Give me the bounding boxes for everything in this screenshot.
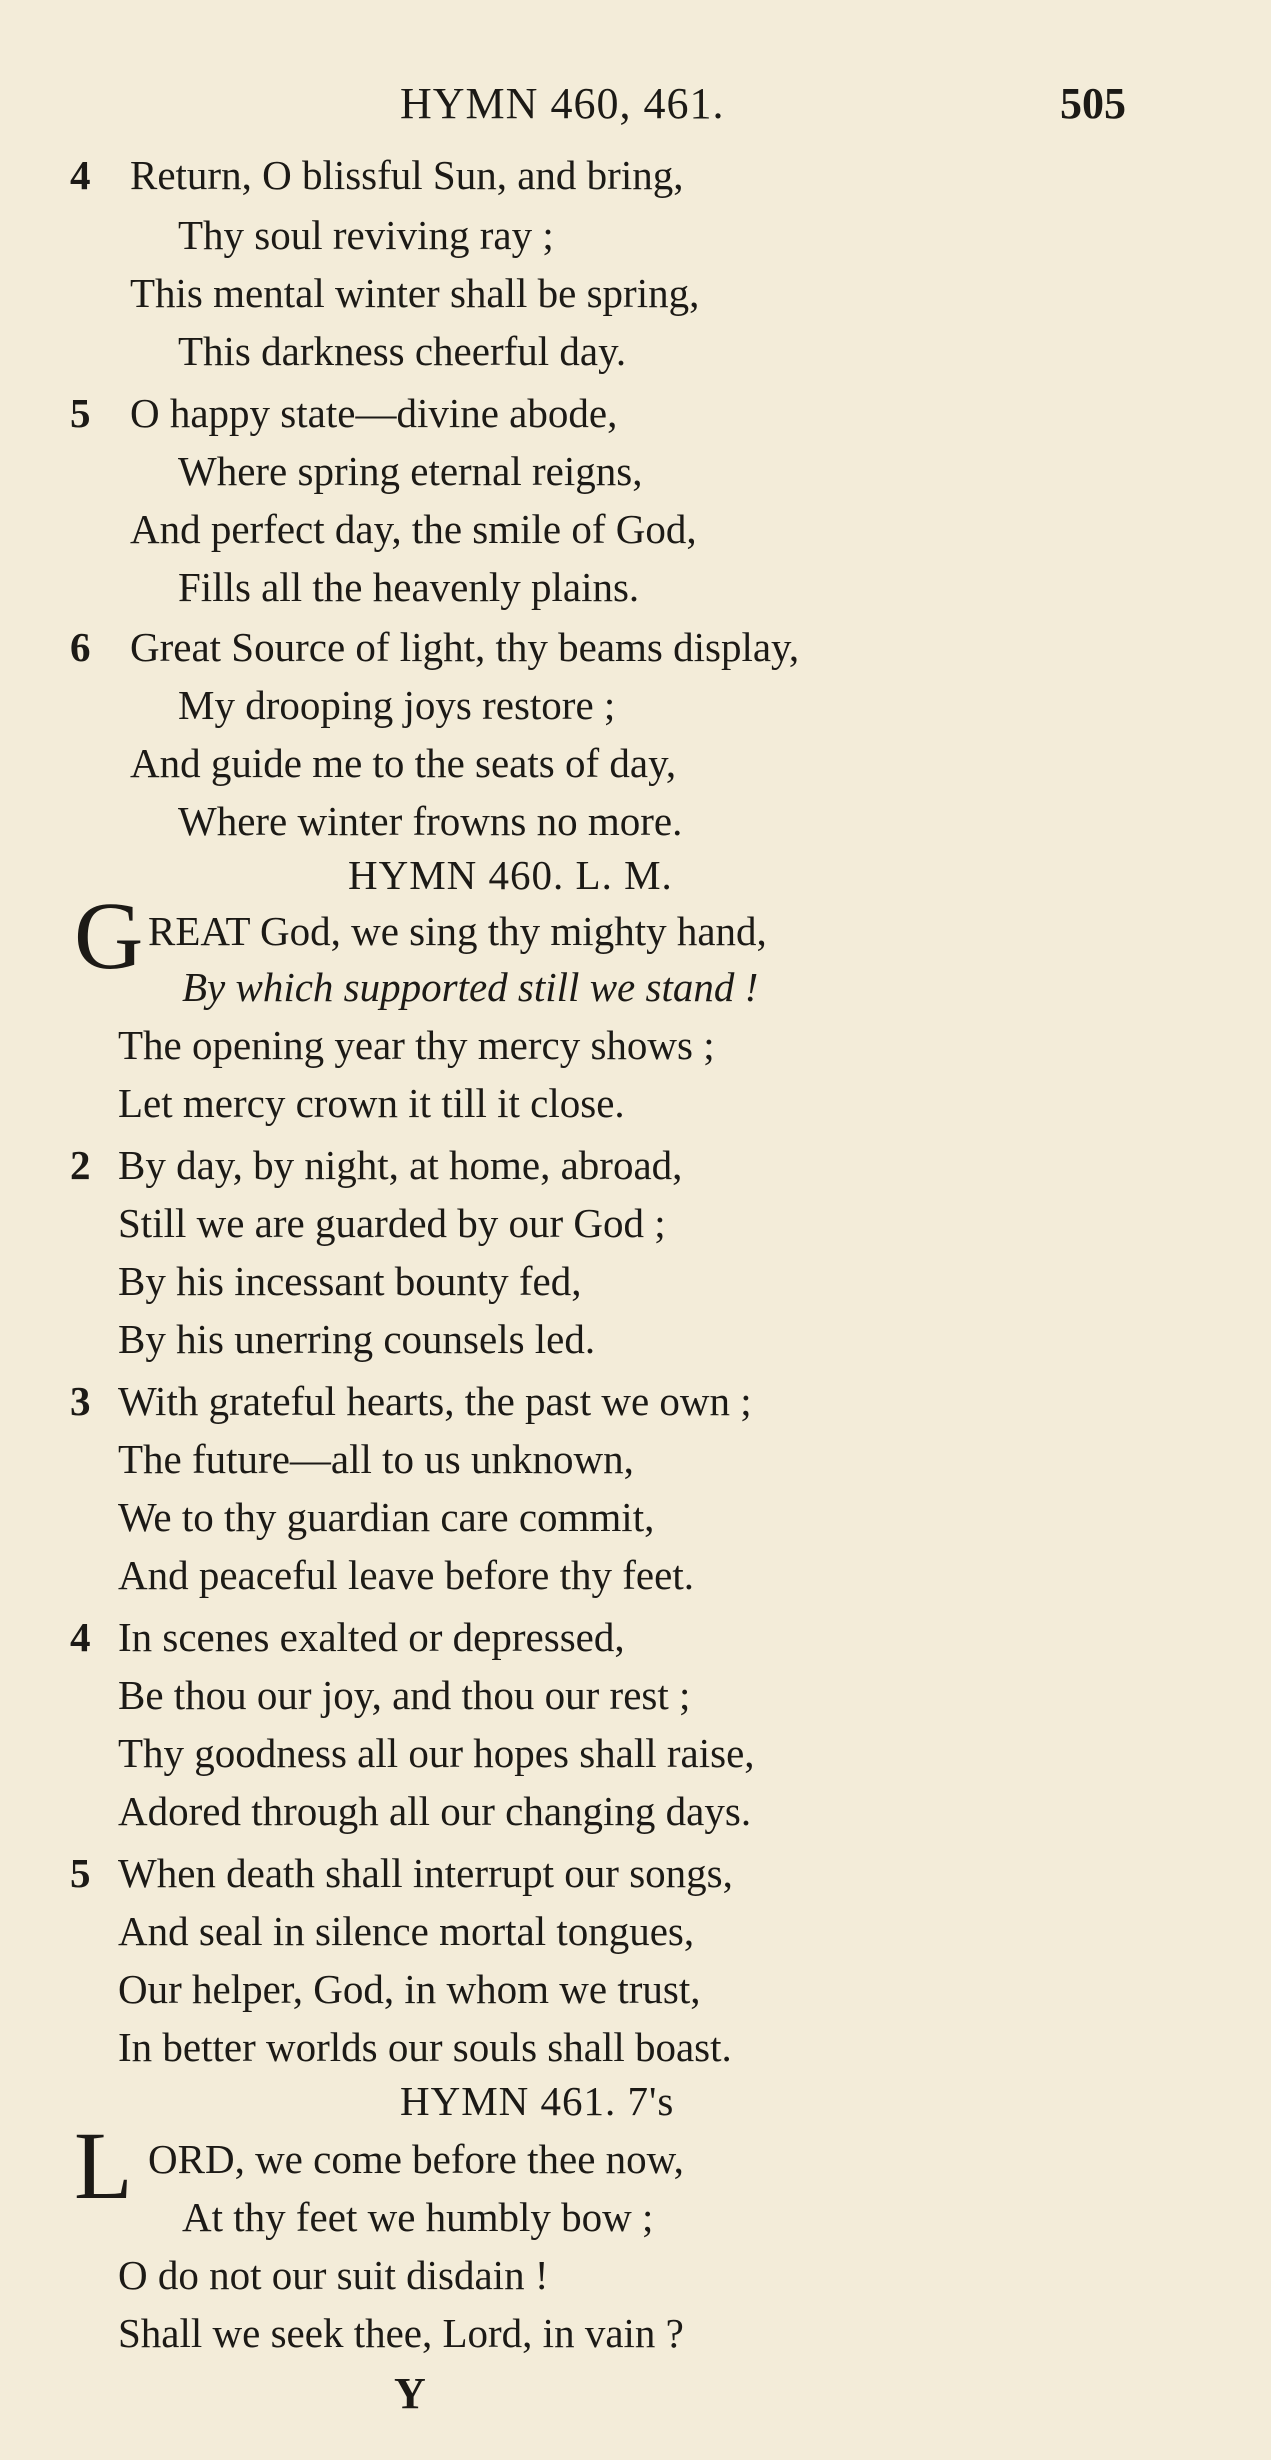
verse-line: At thy feet we humbly bow ; [182,2194,654,2240]
hymn-title: HYMN 460. L. M. [348,852,673,898]
verse-line: My drooping joys restore ; [178,682,616,728]
verse-line: ORD, we come before thee now, [148,2136,684,2182]
verse-number: 2 [70,1142,91,1188]
verse-line: And perfect day, the smile of God, [130,506,697,552]
verse-number: 4 [70,152,91,198]
verse-line: By his incessant bounty fed, [118,1258,582,1304]
verse-line: By his unerring counsels led. [118,1316,596,1362]
verse-line: And seal in silence mortal tongues, [118,1908,695,1954]
verse-line: The future—all to us unknown, [118,1436,634,1482]
verse-line: O happy state—divine abode, [130,390,618,436]
verse-line: This mental winter shall be spring, [130,270,700,316]
running-head: HYMN 460, 461. [400,79,725,128]
verse-line: Great Source of light, thy beams display, [130,624,800,670]
verse-line: With grateful hearts, the past we own ; [118,1378,752,1424]
verse-line: O do not our suit disdain ! [118,2252,549,2298]
verse-line: Still we are guarded by our God ; [118,1200,666,1246]
verse-line: Let mercy crown it till it close. [118,1080,625,1126]
verse-line: REAT God, we sing thy mighty hand, [148,908,767,954]
verse-number: 3 [70,1378,91,1424]
drop-cap: L [74,2112,133,2219]
signature-mark: Y [394,2369,426,2418]
verse-line: By day, by night, at home, abroad, [118,1142,683,1188]
verse-line: Where spring eternal reigns, [178,448,643,494]
verse-line: In scenes exalted or depressed, [118,1614,625,1660]
verse-line: This darkness cheerful day. [178,328,627,374]
verse-line: When death shall interrupt our songs, [118,1850,733,1896]
verse-line: Fills all the heavenly plains. [178,564,640,610]
verse-line: And guide me to the seats of day, [130,740,677,786]
verse-line: Shall we seek thee, Lord, in vain ? [118,2310,684,2356]
verse-line: In better worlds our souls shall boast. [118,2024,732,2070]
verse-number: 5 [70,1850,91,1896]
verse-line: Our helper, God, in whom we trust, [118,1966,701,2012]
verse-line: Thy goodness all our hopes shall raise, [118,1730,755,1776]
verse-line: Return, O blissful Sun, and bring, [130,152,684,198]
verse-number: 5 [70,390,91,436]
verse-line: By which supported still we stand ! [182,964,759,1010]
verse-line: And peaceful leave before thy feet. [118,1552,694,1598]
verse-line: We to thy guardian care commit, [118,1494,655,1540]
verse-number: 6 [70,624,91,670]
verse-line: The opening year thy mercy shows ; [118,1022,715,1068]
verse-line: Thy soul reviving ray ; [178,212,554,258]
page-number: 505 [1060,79,1126,128]
drop-cap: G [74,882,144,989]
hymn-title: HYMN 461. 7's [400,2078,675,2124]
verse-line: Adored through all our changing days. [118,1788,752,1834]
verse-number: 4 [70,1614,91,1660]
verse-line: Where winter frowns no more. [178,798,683,844]
verse-line: Be thou our joy, and thou our rest ; [118,1672,691,1718]
